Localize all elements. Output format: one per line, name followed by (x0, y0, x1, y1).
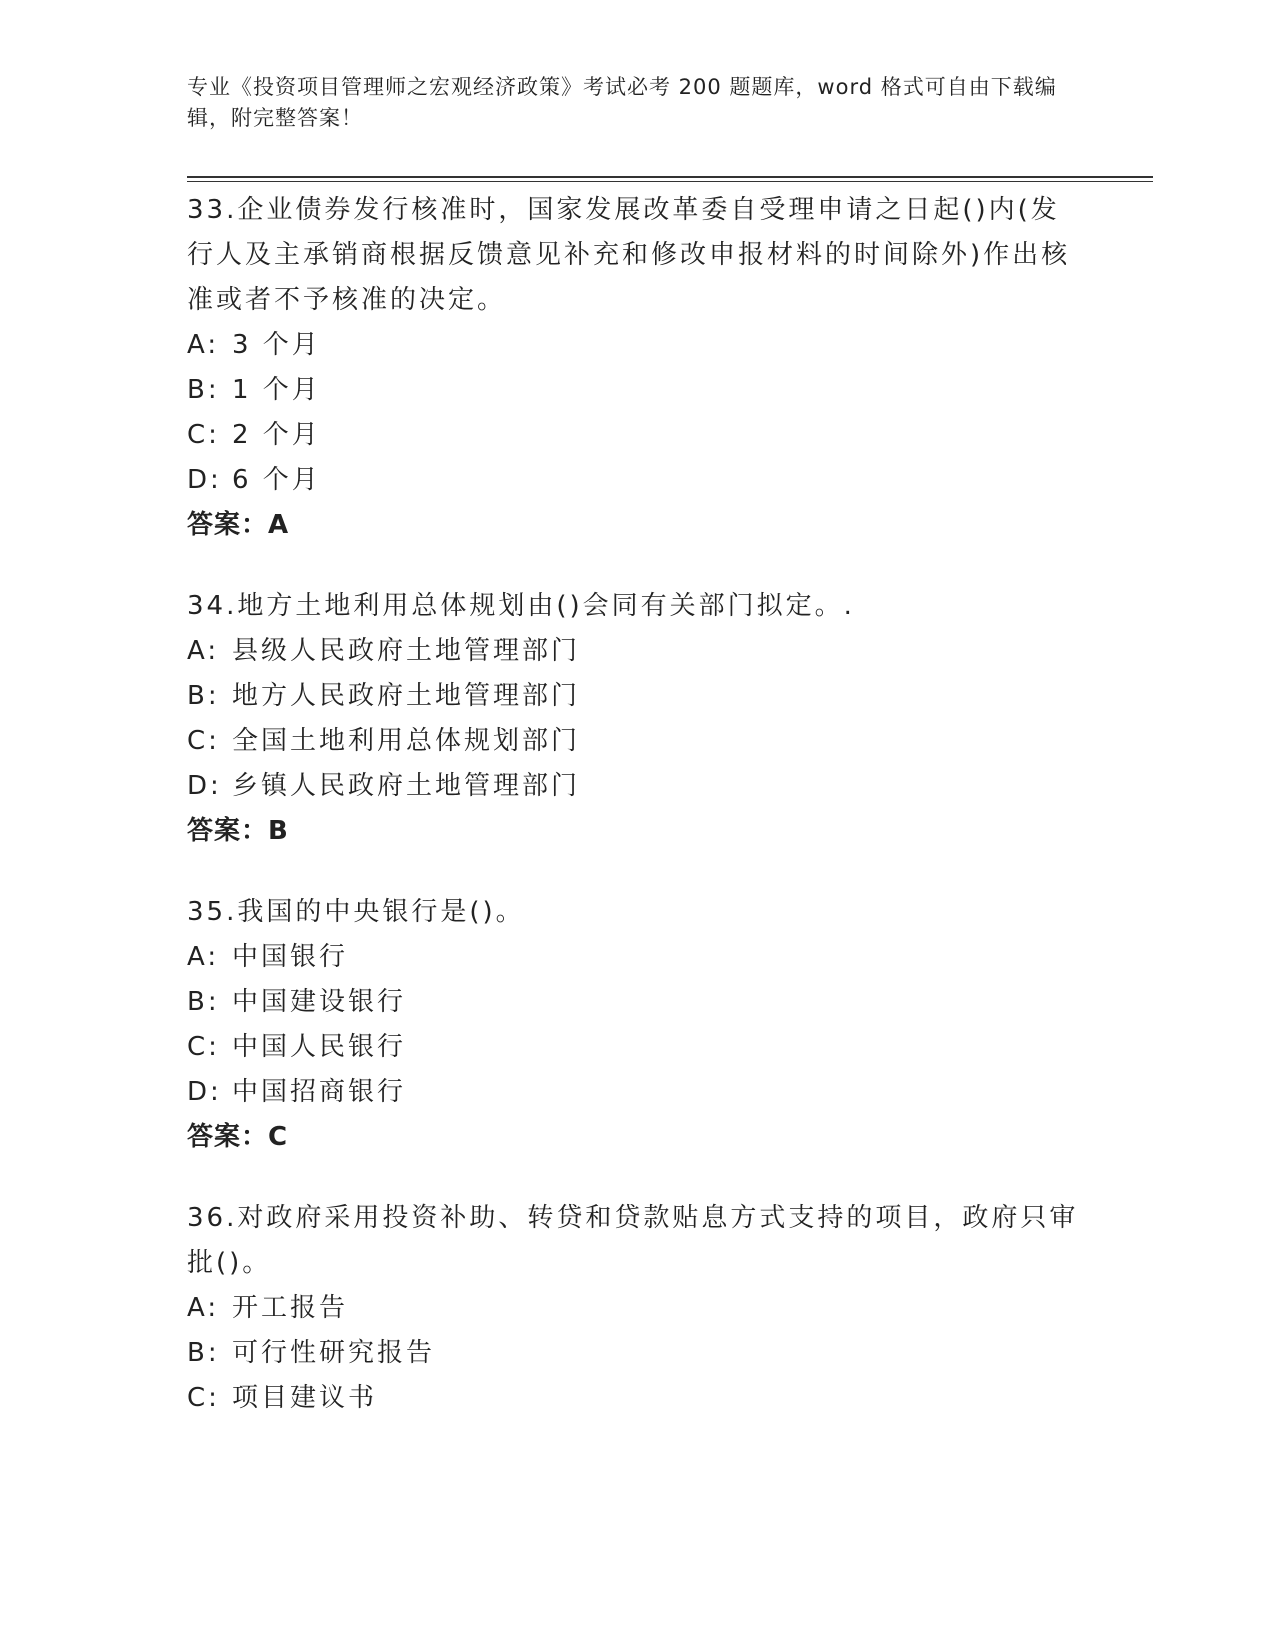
option-letter: B: (187, 681, 220, 711)
option-a (187, 935, 1087, 980)
option-text: 开工报告 (232, 1293, 349, 1323)
option-letter: B: (187, 1338, 220, 1368)
option-d (187, 764, 1087, 809)
option-letter: C: (187, 1383, 220, 1413)
option-text: 6 个月 (232, 465, 321, 495)
option-text: 中国人民银行 (232, 1032, 407, 1062)
option-letter: D: (187, 771, 222, 801)
option-letter: D: (187, 1077, 222, 1107)
option-letter: C: (187, 420, 220, 450)
option-letter: B: (187, 987, 220, 1017)
option-text: 中国招商银行 (232, 1077, 407, 1107)
option-d (187, 1070, 1087, 1115)
option-letter: C: (187, 726, 220, 756)
option-b (187, 980, 1087, 1025)
option-c (187, 413, 1087, 458)
question-stem: 33.企业债券发行核准时，国家发展改革委自受理申请之日起()内(发行人及主承销商根据反馈意见补充和修改申报材料的时间除外)作出核准或者不予核准的决定。 (187, 195, 1071, 315)
option-text: 1 个月 (232, 375, 321, 405)
question-list (187, 188, 1087, 1457)
option-c (187, 1025, 1087, 1070)
option-c (187, 1376, 1087, 1421)
option-a (187, 1286, 1087, 1331)
header-divider-thick (187, 176, 1153, 178)
question-stem: 35.我国的中央银行是()。 (187, 897, 525, 927)
option-b (187, 1331, 1087, 1376)
option-c (187, 719, 1087, 764)
option-letter: A: (187, 330, 220, 360)
option-b (187, 674, 1087, 719)
option-d (187, 458, 1087, 503)
question-35 (187, 890, 1087, 1160)
option-letter: D: (187, 465, 222, 495)
option-letter: A: (187, 1293, 220, 1323)
option-text: 中国建设银行 (232, 987, 407, 1017)
option-letter: C: (187, 1032, 220, 1062)
question-34 (187, 584, 1087, 854)
option-text: 地方人民政府土地管理部门 (232, 681, 581, 711)
option-text: 项目建议书 (232, 1383, 378, 1413)
option-letter: A: (187, 942, 220, 972)
option-a (187, 323, 1087, 368)
question-stem: 34.地方土地利用总体规划由()会同有关部门拟定。. (187, 591, 855, 621)
header-divider-thin (187, 181, 1153, 182)
option-a (187, 629, 1087, 674)
option-text: 2 个月 (232, 420, 321, 450)
option-text: 县级人民政府土地管理部门 (232, 636, 581, 666)
question-33 (187, 188, 1087, 548)
answer-line: 答案：A (187, 510, 290, 540)
question-stem: 36.对政府采用投资补助、转贷和贷款贴息方式支持的项目，政府只审批()。 (187, 1203, 1079, 1278)
option-letter: A: (187, 636, 220, 666)
option-letter: B: (187, 375, 220, 405)
document-header: 专业《投资项目管理师之宏观经济政策》考试必考 200 题题库，word 格式可自由下载编辑，附完整答案！ (187, 75, 1057, 130)
answer-line: 答案：C (187, 1122, 289, 1152)
option-text: 中国银行 (232, 942, 349, 972)
option-text: 可行性研究报告 (232, 1338, 436, 1368)
option-text: 全国土地利用总体规划部门 (232, 726, 581, 756)
option-b (187, 368, 1087, 413)
option-text: 乡镇人民政府土地管理部门 (232, 771, 581, 801)
question-36 (187, 1196, 1087, 1421)
answer-line: 答案：B (187, 816, 289, 846)
option-text: 3 个月 (232, 330, 321, 360)
